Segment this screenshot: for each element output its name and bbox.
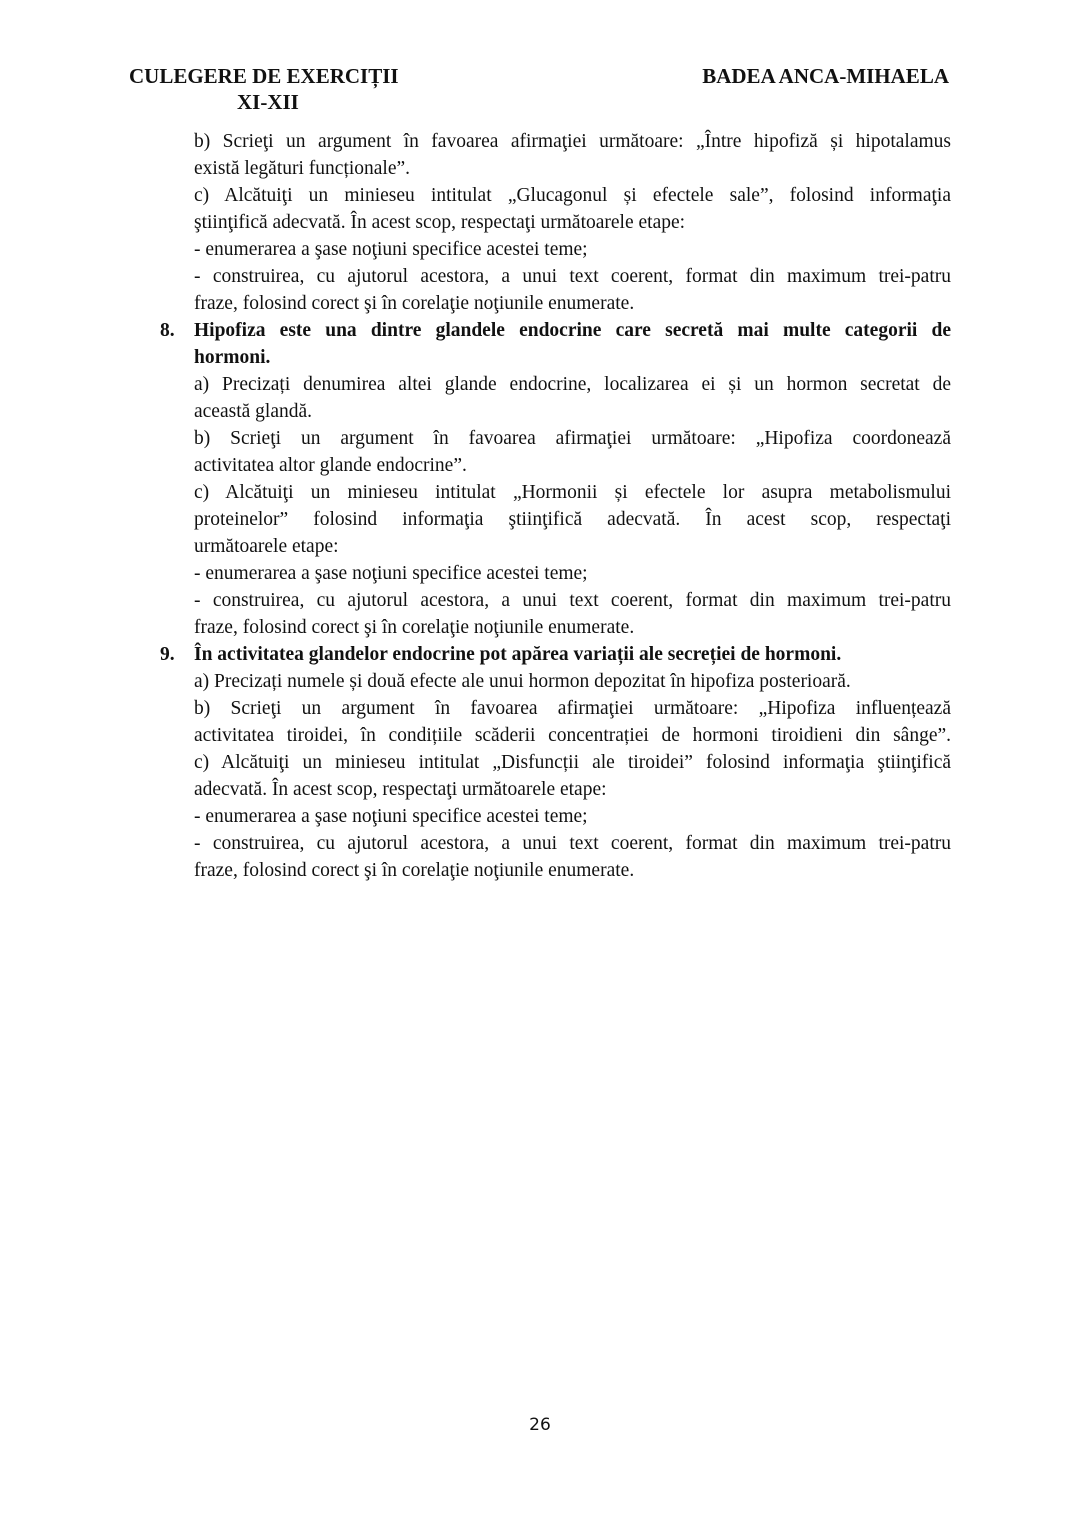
text-line: - enumerarea a şase noţiuni specifice acestei teme; xyxy=(194,563,588,584)
text-line: b) Scrieţi un argument în favoarea afirmaţiei următoare: „Hipofiza influențează xyxy=(194,698,951,719)
text-line: - enumerarea a şase noţiuni specifice acestei teme; xyxy=(194,239,588,260)
text-line: c) Alcătuiţi un minieseu intitulat „Disfuncții ale tiroidei” folosind informaţia ştiinţifică xyxy=(194,752,951,773)
text-line: c) Alcătuiţi un minieseu intitulat „Glucagonul și efectele sale”, folosind informaţia xyxy=(194,185,951,206)
question-title: Hipofiza este una dintre glandele endocrine care secretă mai multe categorii de xyxy=(194,320,951,341)
text-line: - enumerarea a şase noţiuni specifice acestei teme; xyxy=(194,806,588,827)
text-line: fraze, folosind corect şi în corelaţie noţiunile enumerate. xyxy=(194,860,635,881)
text-line: activitatea tiroidei, în condițiile scăderii concentrației de hormoni tiroidieni din sânge”. xyxy=(194,725,951,746)
page-body xyxy=(160,128,951,884)
text-line: ştiinţifică adecvată. În acest scop, respectaţi următoarele etape: xyxy=(194,212,686,233)
question-number: 9. xyxy=(160,644,175,665)
text-line: - construirea, cu ajutorul acestora, a unui text coerent, format din maximum trei-patru xyxy=(194,266,951,287)
text-line: activitatea altor glande endocrine”. xyxy=(194,455,467,476)
text-line: această glandă. xyxy=(194,401,313,422)
text-line: fraze, folosind corect şi în corelaţie noţiunile enumerate. xyxy=(194,293,635,314)
text-line: există legături funcționale”. xyxy=(194,158,411,179)
text-line: - construirea, cu ajutorul acestora, a unui text coerent, format din maximum trei-patru xyxy=(194,833,951,854)
text-line: fraze, folosind corect şi în corelaţie noţiunile enumerate. xyxy=(194,617,635,638)
text-line: b) Scrieţi un argument în favoarea afirmaţiei următoare: „Hipofiza coordonează xyxy=(194,428,951,449)
text-line: - construirea, cu ajutorul acestora, a unui text coerent, format din maximum trei-patru xyxy=(194,590,951,611)
header-book-title: CULEGERE DE EXERCIȚII xyxy=(129,64,399,88)
question-title: hormoni. xyxy=(194,347,271,368)
question-title: În activitatea glandelor endocrine pot apărea variații ale secreției de hormoni. xyxy=(194,644,842,665)
continuation-block xyxy=(194,128,951,317)
question-9 xyxy=(160,641,951,884)
text-line: b) Scrieţi un argument în favoarea afirmaţiei următoare: „Între hipofiză și hipotalamus xyxy=(194,131,951,152)
question-number: 8. xyxy=(160,320,175,341)
text-line: proteinelor” folosind informaţia ştiinţifică adecvată. În acest scop, respectaţi xyxy=(194,509,951,530)
page-number: 26 xyxy=(529,1415,551,1435)
question-8 xyxy=(160,317,951,641)
header-grade: XI-XII xyxy=(237,90,299,114)
text-line: c) Alcătuiţi un minieseu intitulat „Hormonii și efectele lor asupra metabolismului xyxy=(194,482,951,503)
text-line: a) Precizați denumirea altei glande endocrine, localizarea ei și un hormon secretat de xyxy=(194,374,951,395)
text-line: următoarele etape: xyxy=(194,536,339,557)
text-line: adecvată. În acest scop, respectaţi următoarele etape: xyxy=(194,779,607,800)
text-line: a) Precizați numele și două efecte ale unui hormon depozitat în hipofiza posterioară. xyxy=(194,671,851,692)
header-author: BADEA ANCA-MIHAELA xyxy=(702,64,949,88)
